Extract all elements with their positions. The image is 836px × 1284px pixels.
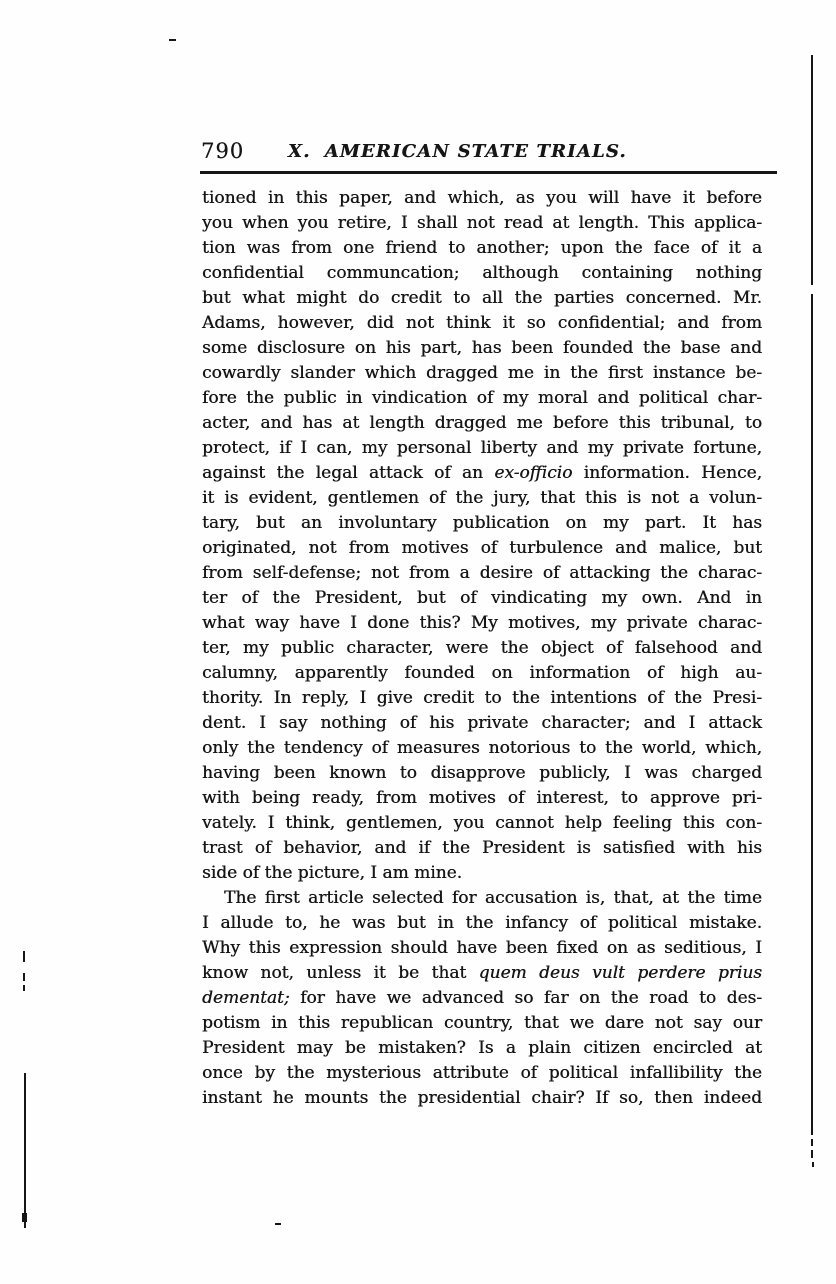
- body-text: trast of behavior, and if the President is satisfied with his: [202, 838, 762, 858]
- body-text: potism in this republican country, that we dare not say our: [202, 1013, 762, 1033]
- body-text: thority. In reply, I give credit to the intentions of the Presi-: [202, 688, 762, 708]
- body-text: cowardly slander which dragged me in the first instance be-: [202, 363, 762, 383]
- text-line: [202, 886, 762, 911]
- text-line: [202, 486, 762, 511]
- text-line: [202, 586, 762, 611]
- scan-artifact-right-dash-2: [811, 1150, 813, 1158]
- text-line: [202, 736, 762, 761]
- text-line: [202, 536, 762, 561]
- text-line: [202, 286, 762, 311]
- text-line: [202, 786, 762, 811]
- body-text: only the tendency of measures notorious to the world, which,: [202, 738, 762, 758]
- body-text: protect, if I can, my personal liberty and my private fortune,: [202, 438, 762, 458]
- text-line: [202, 386, 762, 411]
- text-line: [202, 1061, 762, 1086]
- text-line: [202, 861, 762, 886]
- body-text: vately. I think, gentlemen, you cannot help feeling this con-: [202, 813, 762, 833]
- body-text: I allude to, he was but in the infancy of political mistake.: [202, 913, 762, 933]
- italic-text: quem deus vult perdere prius: [478, 963, 762, 983]
- body-text: confidential communcation; although containing nothing: [202, 263, 762, 283]
- text-line: [202, 461, 762, 486]
- body-text: for have we advanced so far on the road to des-: [289, 988, 762, 1008]
- text-line: [202, 811, 762, 836]
- text-line: [202, 611, 762, 636]
- text-line: [202, 236, 762, 261]
- text-line: [202, 911, 762, 936]
- body-text: some disclosure on his part, has been founded the base and: [202, 338, 762, 358]
- scan-artifact-left-blob: [22, 1213, 27, 1222]
- text-line: [202, 411, 762, 436]
- text-block: [202, 186, 762, 1111]
- text-line: [202, 686, 762, 711]
- body-text: originated, not from motives of turbulence and malice, but: [202, 538, 762, 558]
- scan-artifact-top-dash: [169, 39, 176, 41]
- text-line: [202, 186, 762, 211]
- scan-artifact-right-line-lower: [811, 294, 813, 1135]
- body-text: dent. I say nothing of his private character; and I attack: [202, 713, 762, 733]
- scan-artifact-bottom-dash: [275, 1223, 281, 1225]
- scan-artifact-right-line-upper: [811, 55, 813, 285]
- body-text: instant he mounts the presidential chair? If so, then indeed: [202, 1088, 762, 1108]
- chapter-numeral: X.: [288, 141, 311, 162]
- running-title-text: AMERICAN STATE TRIALS.: [324, 141, 627, 162]
- text-line: [202, 361, 762, 386]
- body-text: Adams, however, did not think it so confidential; and from: [202, 313, 762, 333]
- text-line: [202, 936, 762, 961]
- text-line: [202, 311, 762, 336]
- text-line: [202, 636, 762, 661]
- body-text: from self-defense; not from a desire of attacking the charac-: [202, 563, 762, 583]
- running-title: [288, 139, 627, 164]
- text-line: [202, 336, 762, 361]
- italic-text: ex-officio: [494, 463, 573, 483]
- body-text: ter, my public character, were the object of falsehood and: [202, 638, 762, 658]
- body-text: Why this expression should have been fixed on as seditious, I: [202, 938, 762, 958]
- scan-artifact-right-dash-1: [811, 1139, 813, 1146]
- italic-text: dementat;: [202, 988, 290, 1008]
- body-text: know not, unless it be that: [202, 963, 479, 983]
- body-text: once by the mysterious attribute of political infallibility the: [202, 1063, 762, 1083]
- text-line: [202, 986, 762, 1011]
- body-text: The first article selected for accusation is, that, at the time: [224, 888, 762, 908]
- text-line: [202, 511, 762, 536]
- page-number: 790: [201, 139, 245, 163]
- body-text: calumny, apparently founded on information of high au-: [202, 663, 762, 683]
- body-text: ter of the President, but of vindicating my own. And in: [202, 588, 762, 608]
- text-line: [202, 761, 762, 786]
- body-text: having been known to disapprove publicly, I was charged: [202, 763, 762, 783]
- body-text: against the legal attack of an: [202, 463, 495, 483]
- text-line: [202, 1036, 762, 1061]
- body-text: information. Hence,: [572, 463, 763, 483]
- scan-artifact-left-dash-1: [23, 951, 25, 962]
- text-line: [202, 561, 762, 586]
- text-line: [202, 261, 762, 286]
- scan-artifact-left-line: [24, 1073, 26, 1228]
- body-text: side of the picture, I am mine.: [202, 863, 463, 883]
- body-text: what way have I done this? My motives, my private charac-: [202, 613, 762, 633]
- text-line: [202, 661, 762, 686]
- header-rule: [200, 171, 777, 174]
- body-text: with being ready, from motives of interest, to approve pri-: [202, 788, 762, 808]
- text-line: [202, 836, 762, 861]
- text-line: [202, 436, 762, 461]
- body-text: you when you retire, I shall not read at length. This applica-: [202, 213, 762, 233]
- scan-artifact-right-dash-3: [812, 1162, 814, 1167]
- text-line: [202, 211, 762, 236]
- text-line: [202, 1011, 762, 1036]
- scan-artifact-left-dash-3: [23, 985, 25, 991]
- body-text: tary, but an involuntary publication on my part. It has: [202, 513, 762, 533]
- body-text: tion was from one friend to another; upon the face of it a: [202, 238, 762, 258]
- text-line: [202, 1086, 762, 1111]
- body-text: acter, and has at length dragged me before this tribunal, to: [202, 413, 762, 433]
- scan-artifact-left-dash-2: [23, 973, 25, 981]
- body-text: it is evident, gentlemen of the jury, that this is not a volun-: [202, 488, 762, 508]
- body-text: President may be mistaken? Is a plain citizen encircled at: [202, 1038, 762, 1058]
- body-text: tioned in this paper, and which, as you will have it before: [202, 188, 762, 208]
- body-text: but what might do credit to all the parties concerned. Mr.: [202, 288, 762, 308]
- body-text: fore the public in vindication of my moral and political char-: [202, 388, 762, 408]
- text-line: [202, 961, 762, 986]
- text-line: [202, 711, 762, 736]
